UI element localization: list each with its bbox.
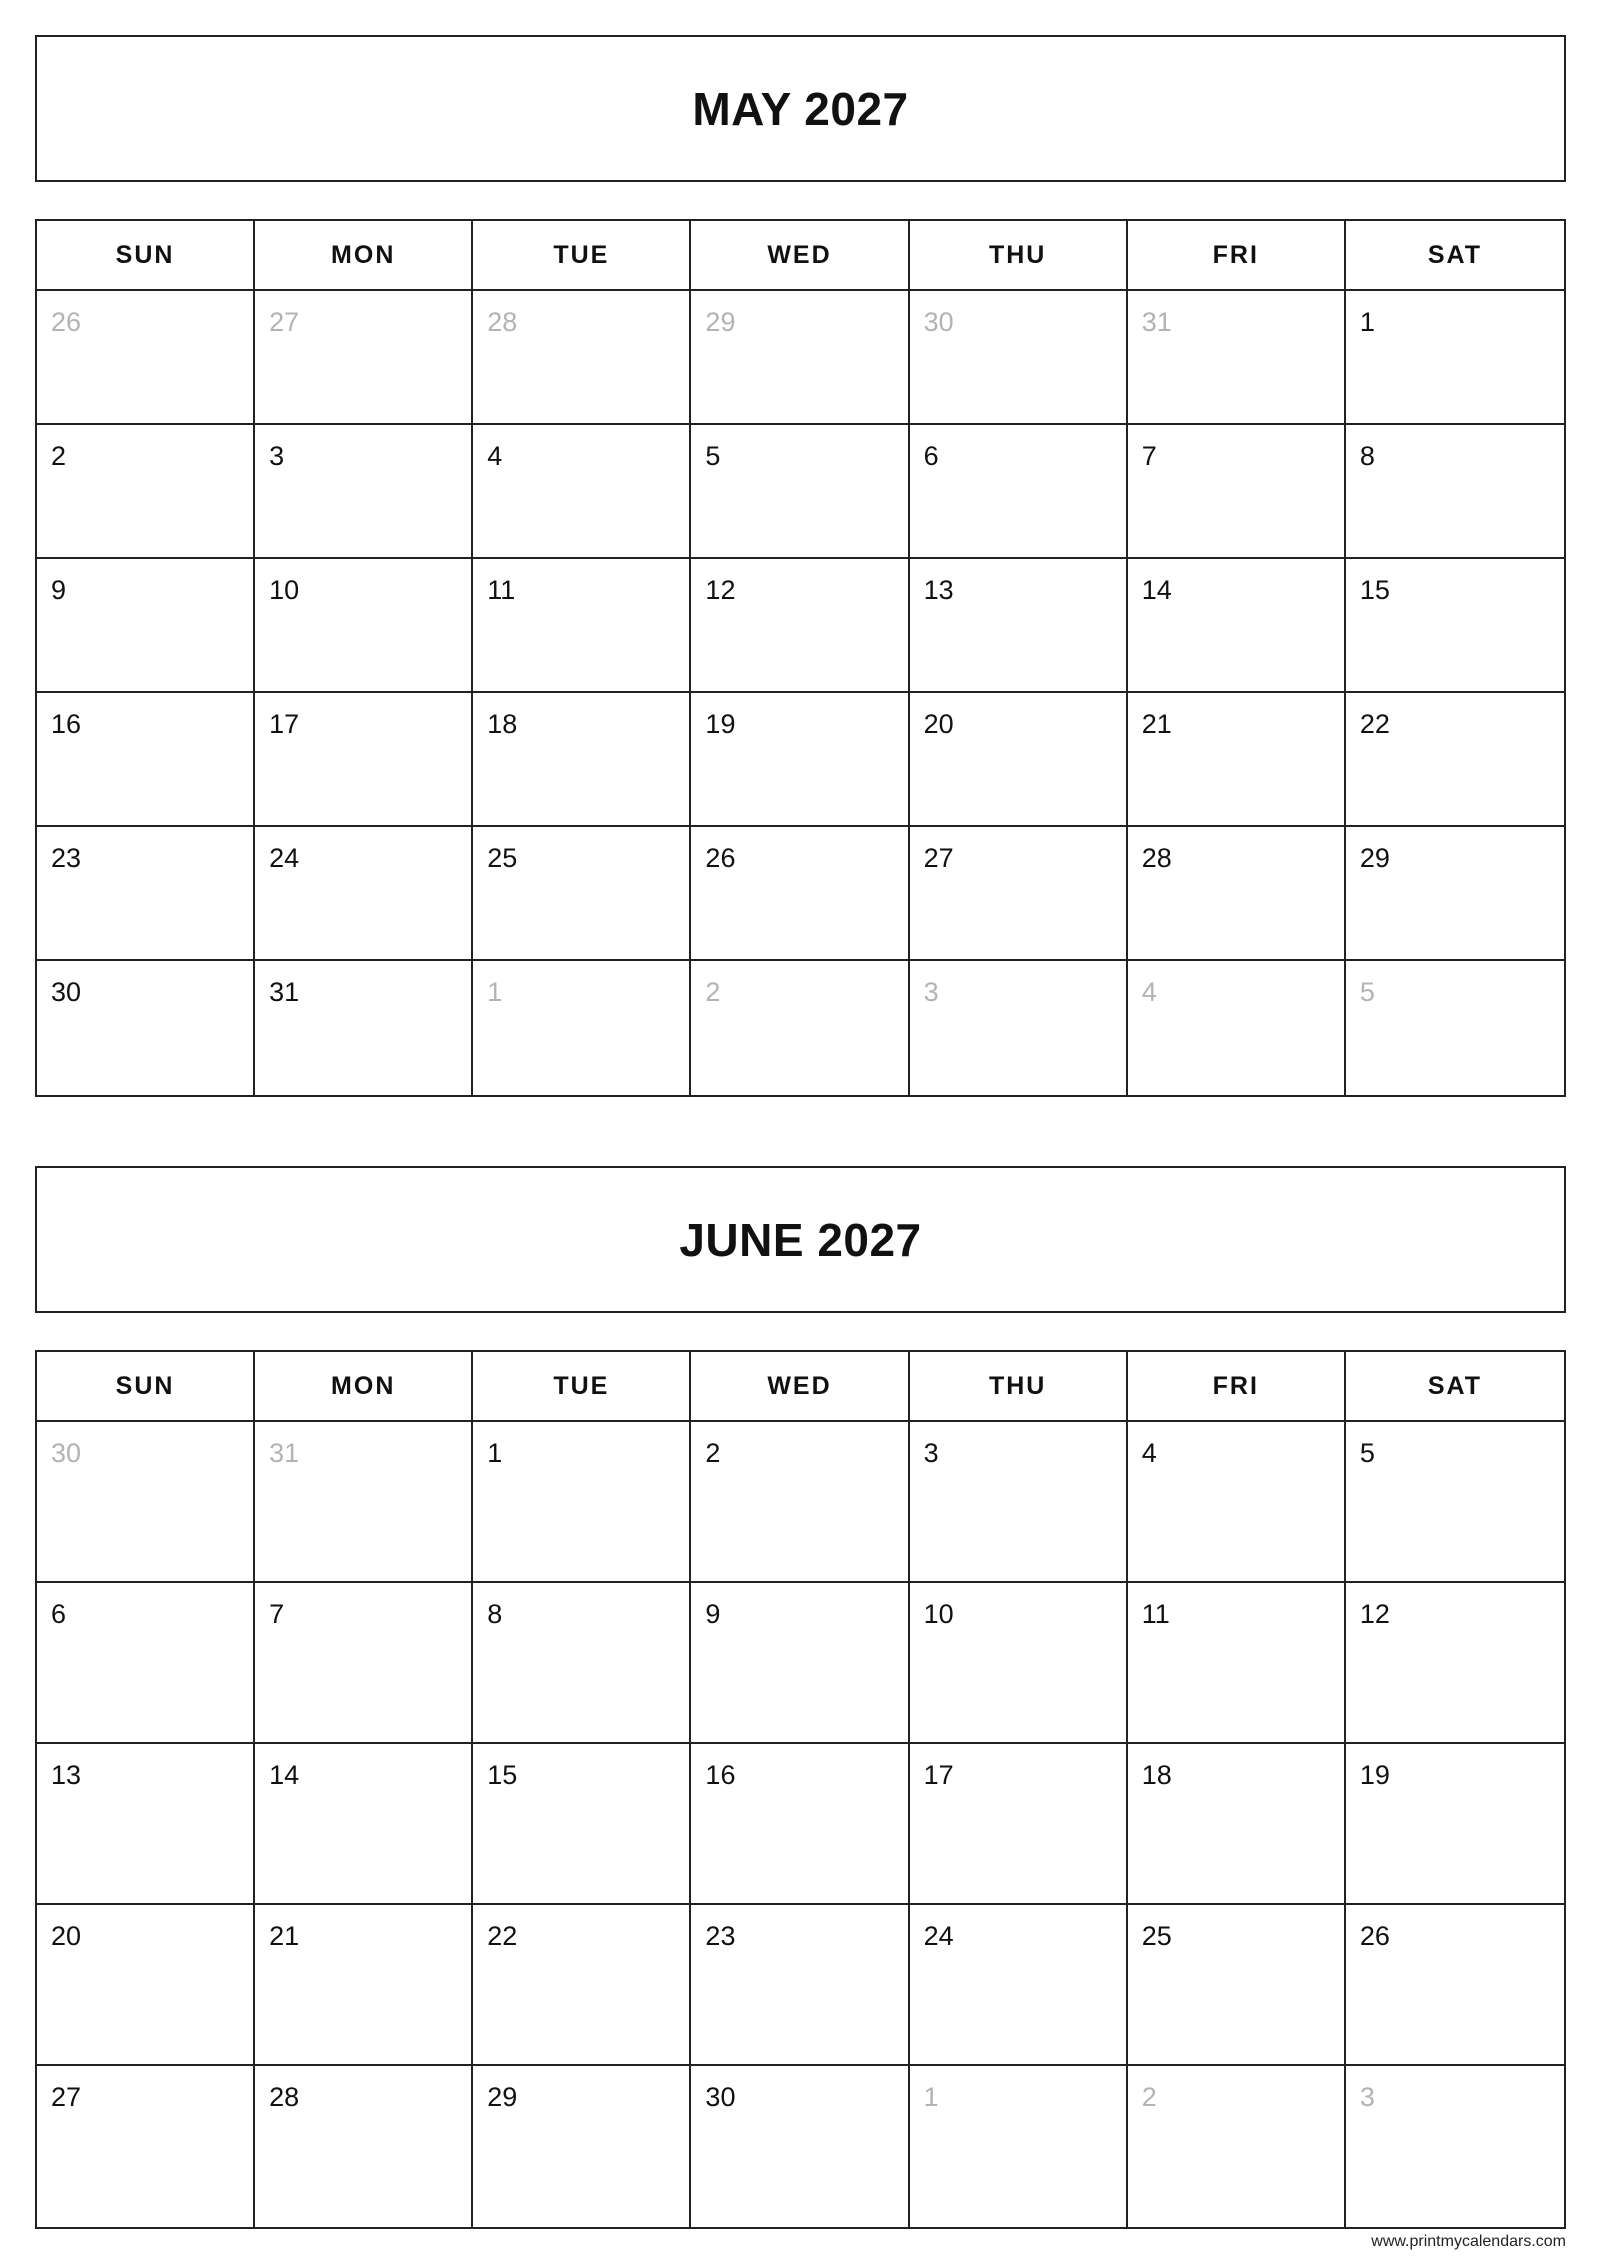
day-number: 18 bbox=[1141, 1760, 1172, 1790]
day-cell bbox=[1128, 1422, 1346, 1583]
day-number: 13 bbox=[51, 1760, 82, 1790]
day-number: 31 bbox=[1141, 307, 1172, 337]
adjacent-month-day-cell bbox=[1346, 961, 1564, 1095]
day-cell bbox=[37, 1583, 255, 1744]
weekday-header: SAT bbox=[1346, 221, 1564, 291]
day-cell bbox=[691, 1744, 909, 1905]
day-number: 14 bbox=[1141, 575, 1172, 605]
day-cell bbox=[255, 693, 473, 827]
day-number: 22 bbox=[487, 1921, 518, 1951]
day-cell bbox=[473, 559, 691, 693]
day-number: 9 bbox=[705, 1599, 721, 1629]
day-number: 2 bbox=[705, 1438, 721, 1468]
day-cell bbox=[691, 1583, 909, 1744]
day-cell bbox=[473, 693, 691, 827]
day-cell bbox=[255, 961, 473, 1095]
day-number: 29 bbox=[705, 307, 736, 337]
day-number: 3 bbox=[923, 1438, 939, 1468]
day-number: 9 bbox=[51, 575, 67, 605]
weekday-header: WED bbox=[691, 221, 909, 291]
day-cell bbox=[473, 1583, 691, 1744]
day-cell bbox=[37, 559, 255, 693]
day-number: 12 bbox=[705, 575, 736, 605]
day-cell bbox=[37, 1744, 255, 1905]
day-number: 4 bbox=[1141, 977, 1157, 1007]
day-number: 12 bbox=[1359, 1599, 1390, 1629]
day-cell bbox=[1346, 559, 1564, 693]
adjacent-month-day-cell bbox=[255, 1422, 473, 1583]
day-cell bbox=[1128, 693, 1346, 827]
day-number: 8 bbox=[1359, 441, 1375, 471]
day-cell bbox=[473, 1744, 691, 1905]
day-number: 1 bbox=[923, 2082, 939, 2112]
day-number: 15 bbox=[1359, 575, 1390, 605]
weekday-header: THU bbox=[910, 221, 1128, 291]
day-number: 28 bbox=[1141, 843, 1172, 873]
day-number: 30 bbox=[705, 2082, 736, 2112]
day-number: 5 bbox=[1359, 1438, 1375, 1468]
weekday-header: SAT bbox=[1346, 1352, 1564, 1422]
day-cell bbox=[37, 2066, 255, 2227]
day-cell bbox=[1346, 1583, 1564, 1744]
day-number: 4 bbox=[487, 441, 503, 471]
day-cell bbox=[1128, 559, 1346, 693]
weekday-header: TUE bbox=[473, 1352, 691, 1422]
day-cell bbox=[910, 1583, 1128, 1744]
day-number: 8 bbox=[487, 1599, 503, 1629]
month-title-box bbox=[35, 1166, 1566, 1313]
day-number: 20 bbox=[51, 1921, 82, 1951]
day-number: 24 bbox=[923, 1921, 954, 1951]
day-cell bbox=[691, 559, 909, 693]
day-number: 10 bbox=[269, 575, 300, 605]
day-number: 30 bbox=[51, 1438, 82, 1468]
day-cell bbox=[1346, 291, 1564, 425]
adjacent-month-day-cell bbox=[255, 291, 473, 425]
day-number: 31 bbox=[269, 1438, 300, 1468]
day-cell bbox=[691, 827, 909, 961]
day-number: 21 bbox=[269, 1921, 300, 1951]
day-cell bbox=[910, 1744, 1128, 1905]
day-number: 16 bbox=[705, 1760, 736, 1790]
day-number: 6 bbox=[923, 441, 939, 471]
day-number: 21 bbox=[1141, 709, 1172, 739]
adjacent-month-day-cell bbox=[691, 291, 909, 425]
day-number: 6 bbox=[51, 1599, 67, 1629]
footer-url[interactable]: www.printmycalendars.com bbox=[1371, 2233, 1566, 2250]
day-cell bbox=[691, 2066, 909, 2227]
day-number: 5 bbox=[705, 441, 721, 471]
day-number: 27 bbox=[51, 2082, 82, 2112]
adjacent-month-day-cell bbox=[37, 1422, 255, 1583]
day-number: 3 bbox=[269, 441, 285, 471]
weekday-header: FRI bbox=[1128, 221, 1346, 291]
day-cell bbox=[255, 559, 473, 693]
day-number: 4 bbox=[1141, 1438, 1157, 1468]
month-title-box bbox=[35, 35, 1566, 182]
day-number: 19 bbox=[1359, 1760, 1390, 1790]
day-number: 23 bbox=[705, 1921, 736, 1951]
day-cell bbox=[1128, 425, 1346, 559]
day-cell bbox=[691, 693, 909, 827]
day-cell bbox=[37, 693, 255, 827]
month-title: MAY 2027 bbox=[692, 82, 909, 135]
day-number: 1 bbox=[1359, 307, 1375, 337]
day-cell bbox=[255, 2066, 473, 2227]
day-cell bbox=[473, 2066, 691, 2227]
day-number: 31 bbox=[269, 977, 300, 1007]
adjacent-month-day-cell bbox=[473, 291, 691, 425]
adjacent-month-day-cell bbox=[1128, 2066, 1346, 2227]
month-grid bbox=[35, 1350, 1566, 2229]
day-number: 16 bbox=[51, 709, 82, 739]
day-number: 1 bbox=[487, 977, 503, 1007]
adjacent-month-day-cell bbox=[1346, 2066, 1564, 2227]
day-cell bbox=[1346, 425, 1564, 559]
day-cell bbox=[37, 827, 255, 961]
day-cell bbox=[1346, 1744, 1564, 1905]
day-cell bbox=[1128, 1583, 1346, 1744]
day-number: 5 bbox=[1359, 977, 1375, 1007]
day-number: 20 bbox=[923, 709, 954, 739]
weekday-header: MON bbox=[255, 1352, 473, 1422]
day-number: 15 bbox=[487, 1760, 518, 1790]
day-number: 7 bbox=[1141, 441, 1157, 471]
adjacent-month-day-cell bbox=[910, 291, 1128, 425]
day-number: 19 bbox=[705, 709, 736, 739]
day-cell bbox=[910, 1905, 1128, 2066]
adjacent-month-day-cell bbox=[910, 961, 1128, 1095]
adjacent-month-day-cell bbox=[1128, 291, 1346, 425]
day-cell bbox=[910, 827, 1128, 961]
day-number: 29 bbox=[487, 2082, 518, 2112]
day-number: 30 bbox=[51, 977, 82, 1007]
day-number: 29 bbox=[1359, 843, 1390, 873]
adjacent-month-day-cell bbox=[37, 291, 255, 425]
day-cell bbox=[473, 827, 691, 961]
day-cell bbox=[255, 1744, 473, 1905]
month-grid bbox=[35, 219, 1566, 1097]
weekday-header: TUE bbox=[473, 221, 691, 291]
day-number: 17 bbox=[269, 709, 300, 739]
day-number: 3 bbox=[923, 977, 939, 1007]
adjacent-month-day-cell bbox=[1128, 961, 1346, 1095]
day-number: 18 bbox=[487, 709, 518, 739]
day-cell bbox=[1346, 1905, 1564, 2066]
weekday-header: FRI bbox=[1128, 1352, 1346, 1422]
day-number: 28 bbox=[487, 307, 518, 337]
month-title: JUNE 2027 bbox=[679, 1213, 922, 1266]
day-number: 26 bbox=[1359, 1921, 1390, 1951]
weekday-header: THU bbox=[910, 1352, 1128, 1422]
day-number: 17 bbox=[923, 1760, 954, 1790]
day-number: 14 bbox=[269, 1760, 300, 1790]
adjacent-month-day-cell bbox=[910, 2066, 1128, 2227]
weekday-header: WED bbox=[691, 1352, 909, 1422]
day-number: 28 bbox=[269, 2082, 300, 2112]
day-cell bbox=[1346, 1422, 1564, 1583]
day-number: 2 bbox=[705, 977, 721, 1007]
day-number: 10 bbox=[923, 1599, 954, 1629]
day-number: 26 bbox=[705, 843, 736, 873]
day-cell bbox=[473, 425, 691, 559]
day-number: 27 bbox=[923, 843, 954, 873]
day-number: 25 bbox=[487, 843, 518, 873]
day-cell bbox=[1346, 827, 1564, 961]
adjacent-month-day-cell bbox=[691, 961, 909, 1095]
day-number: 3 bbox=[1359, 2082, 1375, 2112]
day-number: 30 bbox=[923, 307, 954, 337]
day-number: 11 bbox=[1141, 1599, 1170, 1629]
day-cell bbox=[691, 1905, 909, 2066]
day-cell bbox=[473, 1905, 691, 2066]
day-cell bbox=[1128, 827, 1346, 961]
day-number: 2 bbox=[51, 441, 67, 471]
day-cell bbox=[255, 827, 473, 961]
day-cell bbox=[255, 1905, 473, 2066]
day-number: 26 bbox=[51, 307, 82, 337]
day-number: 25 bbox=[1141, 1921, 1172, 1951]
weekday-header: MON bbox=[255, 221, 473, 291]
day-cell bbox=[37, 961, 255, 1095]
day-cell bbox=[910, 559, 1128, 693]
weekday-header: SUN bbox=[37, 221, 255, 291]
day-number: 13 bbox=[923, 575, 954, 605]
day-cell bbox=[1346, 693, 1564, 827]
weekday-header: SUN bbox=[37, 1352, 255, 1422]
day-cell bbox=[910, 693, 1128, 827]
day-cell bbox=[255, 425, 473, 559]
day-number: 11 bbox=[487, 575, 516, 605]
day-number: 22 bbox=[1359, 709, 1390, 739]
adjacent-month-day-cell bbox=[473, 961, 691, 1095]
day-cell bbox=[910, 1422, 1128, 1583]
day-cell bbox=[255, 1583, 473, 1744]
day-number: 24 bbox=[269, 843, 300, 873]
day-number: 23 bbox=[51, 843, 82, 873]
day-cell bbox=[691, 425, 909, 559]
day-cell bbox=[1128, 1744, 1346, 1905]
day-number: 1 bbox=[487, 1438, 503, 1468]
day-cell bbox=[691, 1422, 909, 1583]
day-cell bbox=[910, 425, 1128, 559]
day-number: 27 bbox=[269, 307, 300, 337]
day-cell bbox=[473, 1422, 691, 1583]
day-number: 7 bbox=[269, 1599, 285, 1629]
day-cell bbox=[37, 425, 255, 559]
day-cell bbox=[37, 1905, 255, 2066]
day-number: 2 bbox=[1141, 2082, 1157, 2112]
day-cell bbox=[1128, 1905, 1346, 2066]
